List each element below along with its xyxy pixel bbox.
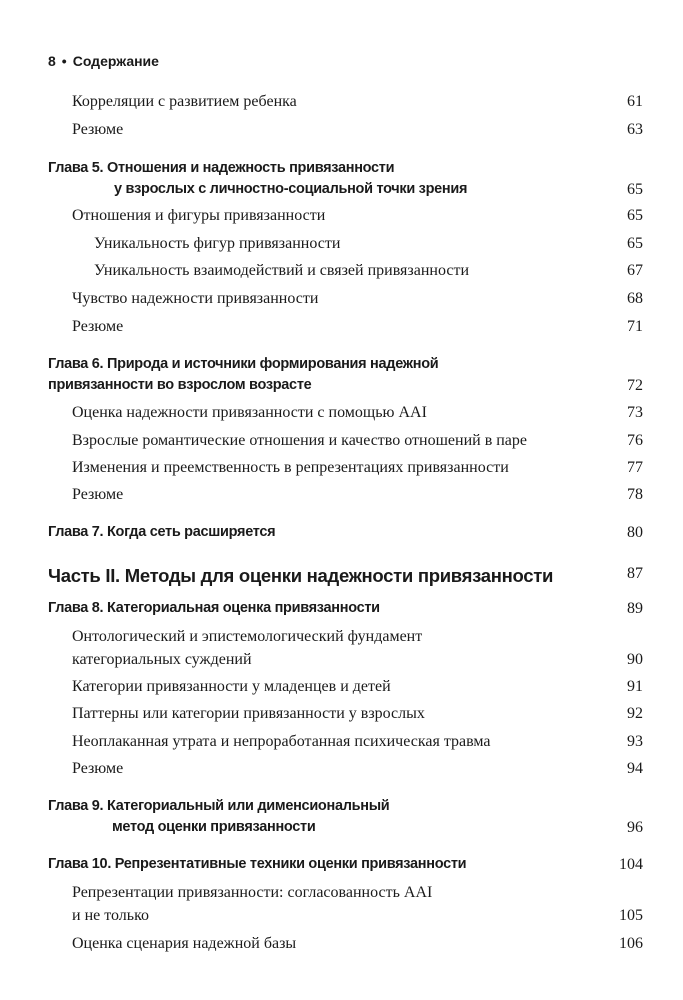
toc-entry <box>0 705 683 727</box>
toc-entry-title: Резюме <box>72 121 124 138</box>
toc-entry <box>0 760 683 782</box>
toc-entry-title: категориальных суждений <box>72 651 252 668</box>
toc-chapter-heading <box>0 856 683 878</box>
toc-part-title: Часть II. Методы для оценки надежности привязанности <box>48 565 554 586</box>
toc-entry-title: Чувство надежности привязанности <box>72 290 319 307</box>
toc-entry-page: 65 <box>627 235 643 252</box>
toc-entry-title: Уникальность фигур привязанности <box>94 235 341 252</box>
toc-subentry <box>0 262 683 284</box>
toc-chapter-title: Глава 6. Природа и источники формирования надежной <box>48 356 439 372</box>
running-header <box>48 53 159 69</box>
toc-entry <box>0 318 683 340</box>
toc-entry <box>0 733 683 755</box>
header-separator: • <box>61 53 67 69</box>
toc-chapter-heading <box>0 524 683 546</box>
toc-entry <box>0 678 683 700</box>
toc-chapter-title: Глава 10. Репрезентативные техники оценки привязанности <box>48 856 467 872</box>
toc-entry <box>0 935 683 957</box>
toc-entry-page: 72 <box>627 377 643 394</box>
toc-entry-page: 87 <box>627 565 643 582</box>
toc-entry-page: 77 <box>627 459 643 476</box>
toc-entry-page: 65 <box>627 207 643 224</box>
toc-entry <box>0 432 683 454</box>
toc-entry <box>0 93 683 115</box>
toc-chapter-title: Глава 5. Отношения и надежность привязанности <box>48 160 395 176</box>
toc-entry <box>0 651 683 673</box>
toc-chapter-title: метод оценки привязанности <box>112 819 316 835</box>
toc-chapter-heading <box>0 600 683 622</box>
toc-entry <box>0 907 683 929</box>
toc-entry-page: 71 <box>627 318 643 335</box>
toc-entry <box>0 290 683 312</box>
toc-entry-title: Резюме <box>72 760 124 777</box>
toc-chapter-heading <box>0 798 683 820</box>
toc-chapter-title: привязанности во взрослом возрасте <box>48 377 312 393</box>
toc-entry <box>0 486 683 508</box>
toc-entry <box>0 628 683 650</box>
toc-entry-page: 76 <box>627 432 643 449</box>
toc-entry-page: 92 <box>627 705 643 722</box>
toc-chapter-heading <box>0 160 683 182</box>
toc-entry-page: 90 <box>627 651 643 668</box>
toc-entry <box>0 459 683 481</box>
toc-entry-title: Корреляции с развитием ребенка <box>72 93 297 110</box>
toc-chapter-title: у взрослых с личностно-социальной точки зрения <box>114 181 468 197</box>
toc-entry-page: 106 <box>619 935 643 952</box>
toc-entry-page: 89 <box>627 600 643 617</box>
toc-chapter-heading <box>0 819 683 841</box>
toc-entry-title: Резюме <box>72 486 124 503</box>
toc-subentry <box>0 235 683 257</box>
toc-entry-title: Изменения и преемственность в репрезентациях привязанности <box>72 459 509 476</box>
toc-entry-page: 73 <box>627 404 643 421</box>
toc-entry <box>0 884 683 906</box>
toc-entry-page: 80 <box>627 524 643 541</box>
toc-entry-page: 104 <box>619 856 643 873</box>
header-section-title: Содержание <box>72 53 159 69</box>
toc-entry-page: 61 <box>627 93 643 110</box>
toc-entry-title: Онтологический и эпистемологический фундамент <box>72 628 423 645</box>
toc-chapter-heading <box>0 356 683 378</box>
toc-entry-title: Оценка сценария надежной базы <box>72 935 297 952</box>
toc-entry-title: Паттерны или категории привязанности у взрослых <box>72 705 425 722</box>
toc-entry-page: 78 <box>627 486 643 503</box>
toc-entry-page: 93 <box>627 733 643 750</box>
toc-entry <box>0 404 683 426</box>
toc-chapter-title: Глава 7. Когда сеть расширяется <box>48 524 276 540</box>
toc-part-heading <box>0 565 683 587</box>
toc-entry-title: Резюме <box>72 318 124 335</box>
toc-entry-page: 63 <box>627 121 643 138</box>
toc-entry-page: 91 <box>627 678 643 695</box>
toc-entry-title: Оценка надежности привязанности с помощью ААI <box>72 404 427 421</box>
toc-entry-page: 67 <box>627 262 643 279</box>
toc-chapter-title: Глава 9. Категориальный или дименсиональный <box>48 798 390 814</box>
toc-entry <box>0 121 683 143</box>
toc-entry-title: Взрослые романтические отношения и качество отношений в паре <box>72 432 528 449</box>
toc-entry-page: 65 <box>627 181 643 198</box>
toc-chapter-heading <box>0 377 683 399</box>
toc-chapter-title: Глава 8. Категориальная оценка привязанности <box>48 600 380 616</box>
toc-entry-title: Неоплаканная утрата и непроработанная психическая травма <box>72 733 491 750</box>
toc-entry-page: 96 <box>627 819 643 836</box>
toc-entry-title: Отношения и фигуры привязанности <box>72 207 326 224</box>
header-page-number: 8 <box>48 53 56 69</box>
toc-entry <box>0 207 683 229</box>
toc-entry-title: Уникальность взаимодействий и связей привязанности <box>94 262 470 279</box>
toc-entry-title: Репрезентации привязанности: согласованность ААI <box>72 884 433 901</box>
toc-entry-title: Категории привязанности у младенцев и детей <box>72 678 391 695</box>
toc-entry-page: 94 <box>627 760 643 777</box>
toc-entry-page: 68 <box>627 290 643 307</box>
toc-chapter-heading <box>0 181 683 203</box>
toc-entry-page: 105 <box>619 907 643 924</box>
toc-entry-title: и не только <box>72 907 150 924</box>
